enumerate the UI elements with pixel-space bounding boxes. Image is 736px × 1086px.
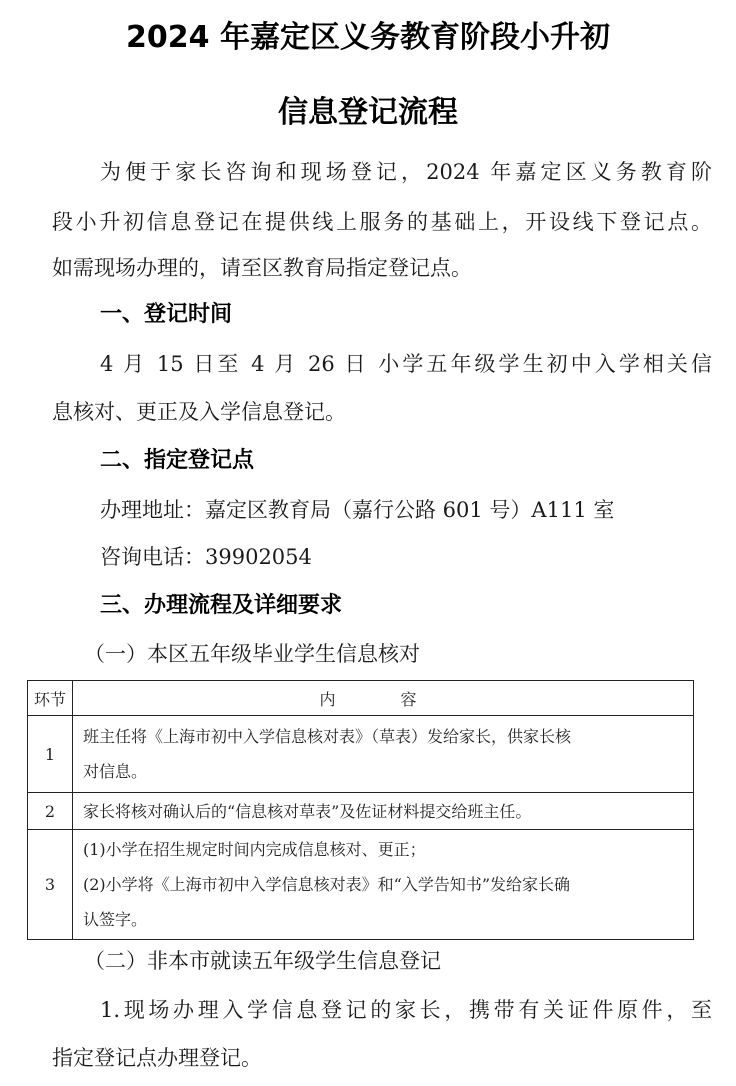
table-cell-line: 班主任将《上海市初中入学信息核对表》（草表）发给家长，供家长核 [83,727,572,746]
table-cell-step: 3 [28,830,73,940]
table-header-step: 环节 [28,681,73,716]
table-row [28,716,694,793]
section-heading-procedure: 三、办理流程及详细要求 [100,593,343,618]
registration-time-line-2: 息核对、更正及入学信息登记。 [52,400,346,424]
intro-paragraph-line-1: 为便于家长咨询和现场登记，2024 年嘉定区义务教育阶 [100,160,712,184]
table-cell-content [73,716,694,793]
table-cell-line: 家长将核对确认后的“信息核对草表”及佐证材料提交给班主任。 [83,801,532,821]
nonlocal-registration-line-1: 1.现场办理入学信息登记的家长，携带有关证件原件，至 [100,998,712,1022]
table-cell-content [73,793,694,830]
table-cell-line: 对信息。 [83,762,148,781]
subsection-heading-nonlocal-students: （二）非本市就读五年级学生信息登记 [84,949,441,973]
consultation-phone: 咨询电话：39902054 [100,545,312,569]
intro-paragraph-line-3: 如需现场办理的，请至区教育局指定登记点。 [52,256,472,280]
registration-address: 办理地址：嘉定区教育局（嘉行公路 601 号）A111 室 [100,498,615,522]
registration-time-line-1: 4 月 15 日至 4 月 26 日 小学五年级学生初中入学相关信 [100,352,712,376]
table-header-content: 内 容 [73,681,694,716]
document-title-line-2: 信息登记流程 [278,95,458,130]
intro-paragraph-line-2: 段小升初信息登记在提供线上服务的基础上，开设线下登记点。 [52,210,712,234]
table-cell-line: 认签字。 [83,910,148,929]
nonlocal-registration-line-2: 指定登记点办理登记。 [52,1046,262,1070]
table-row [28,793,694,830]
table-cell-line: (2)小学将《上海市初中入学信息核对表》和“入学告知书”发给家长确 [83,875,571,894]
table-cell-content [73,830,694,940]
subsection-heading-local-students: （一）本区五年级毕业学生信息核对 [84,642,420,666]
section-heading-registration-time: 一、登记时间 [100,302,233,327]
table-header-row [28,681,694,716]
document-title-line-1: 2024 年嘉定区义务教育阶段小升初 [126,20,610,55]
table-cell-step: 2 [28,793,73,830]
verification-steps-table [27,680,694,940]
table-cell-step: 1 [28,716,73,793]
section-heading-registration-site: 二、指定登记点 [100,448,255,473]
table-row [28,830,694,940]
table-cell-line: (1)小学在招生规定时间内完成信息核对、更正； [83,840,426,859]
